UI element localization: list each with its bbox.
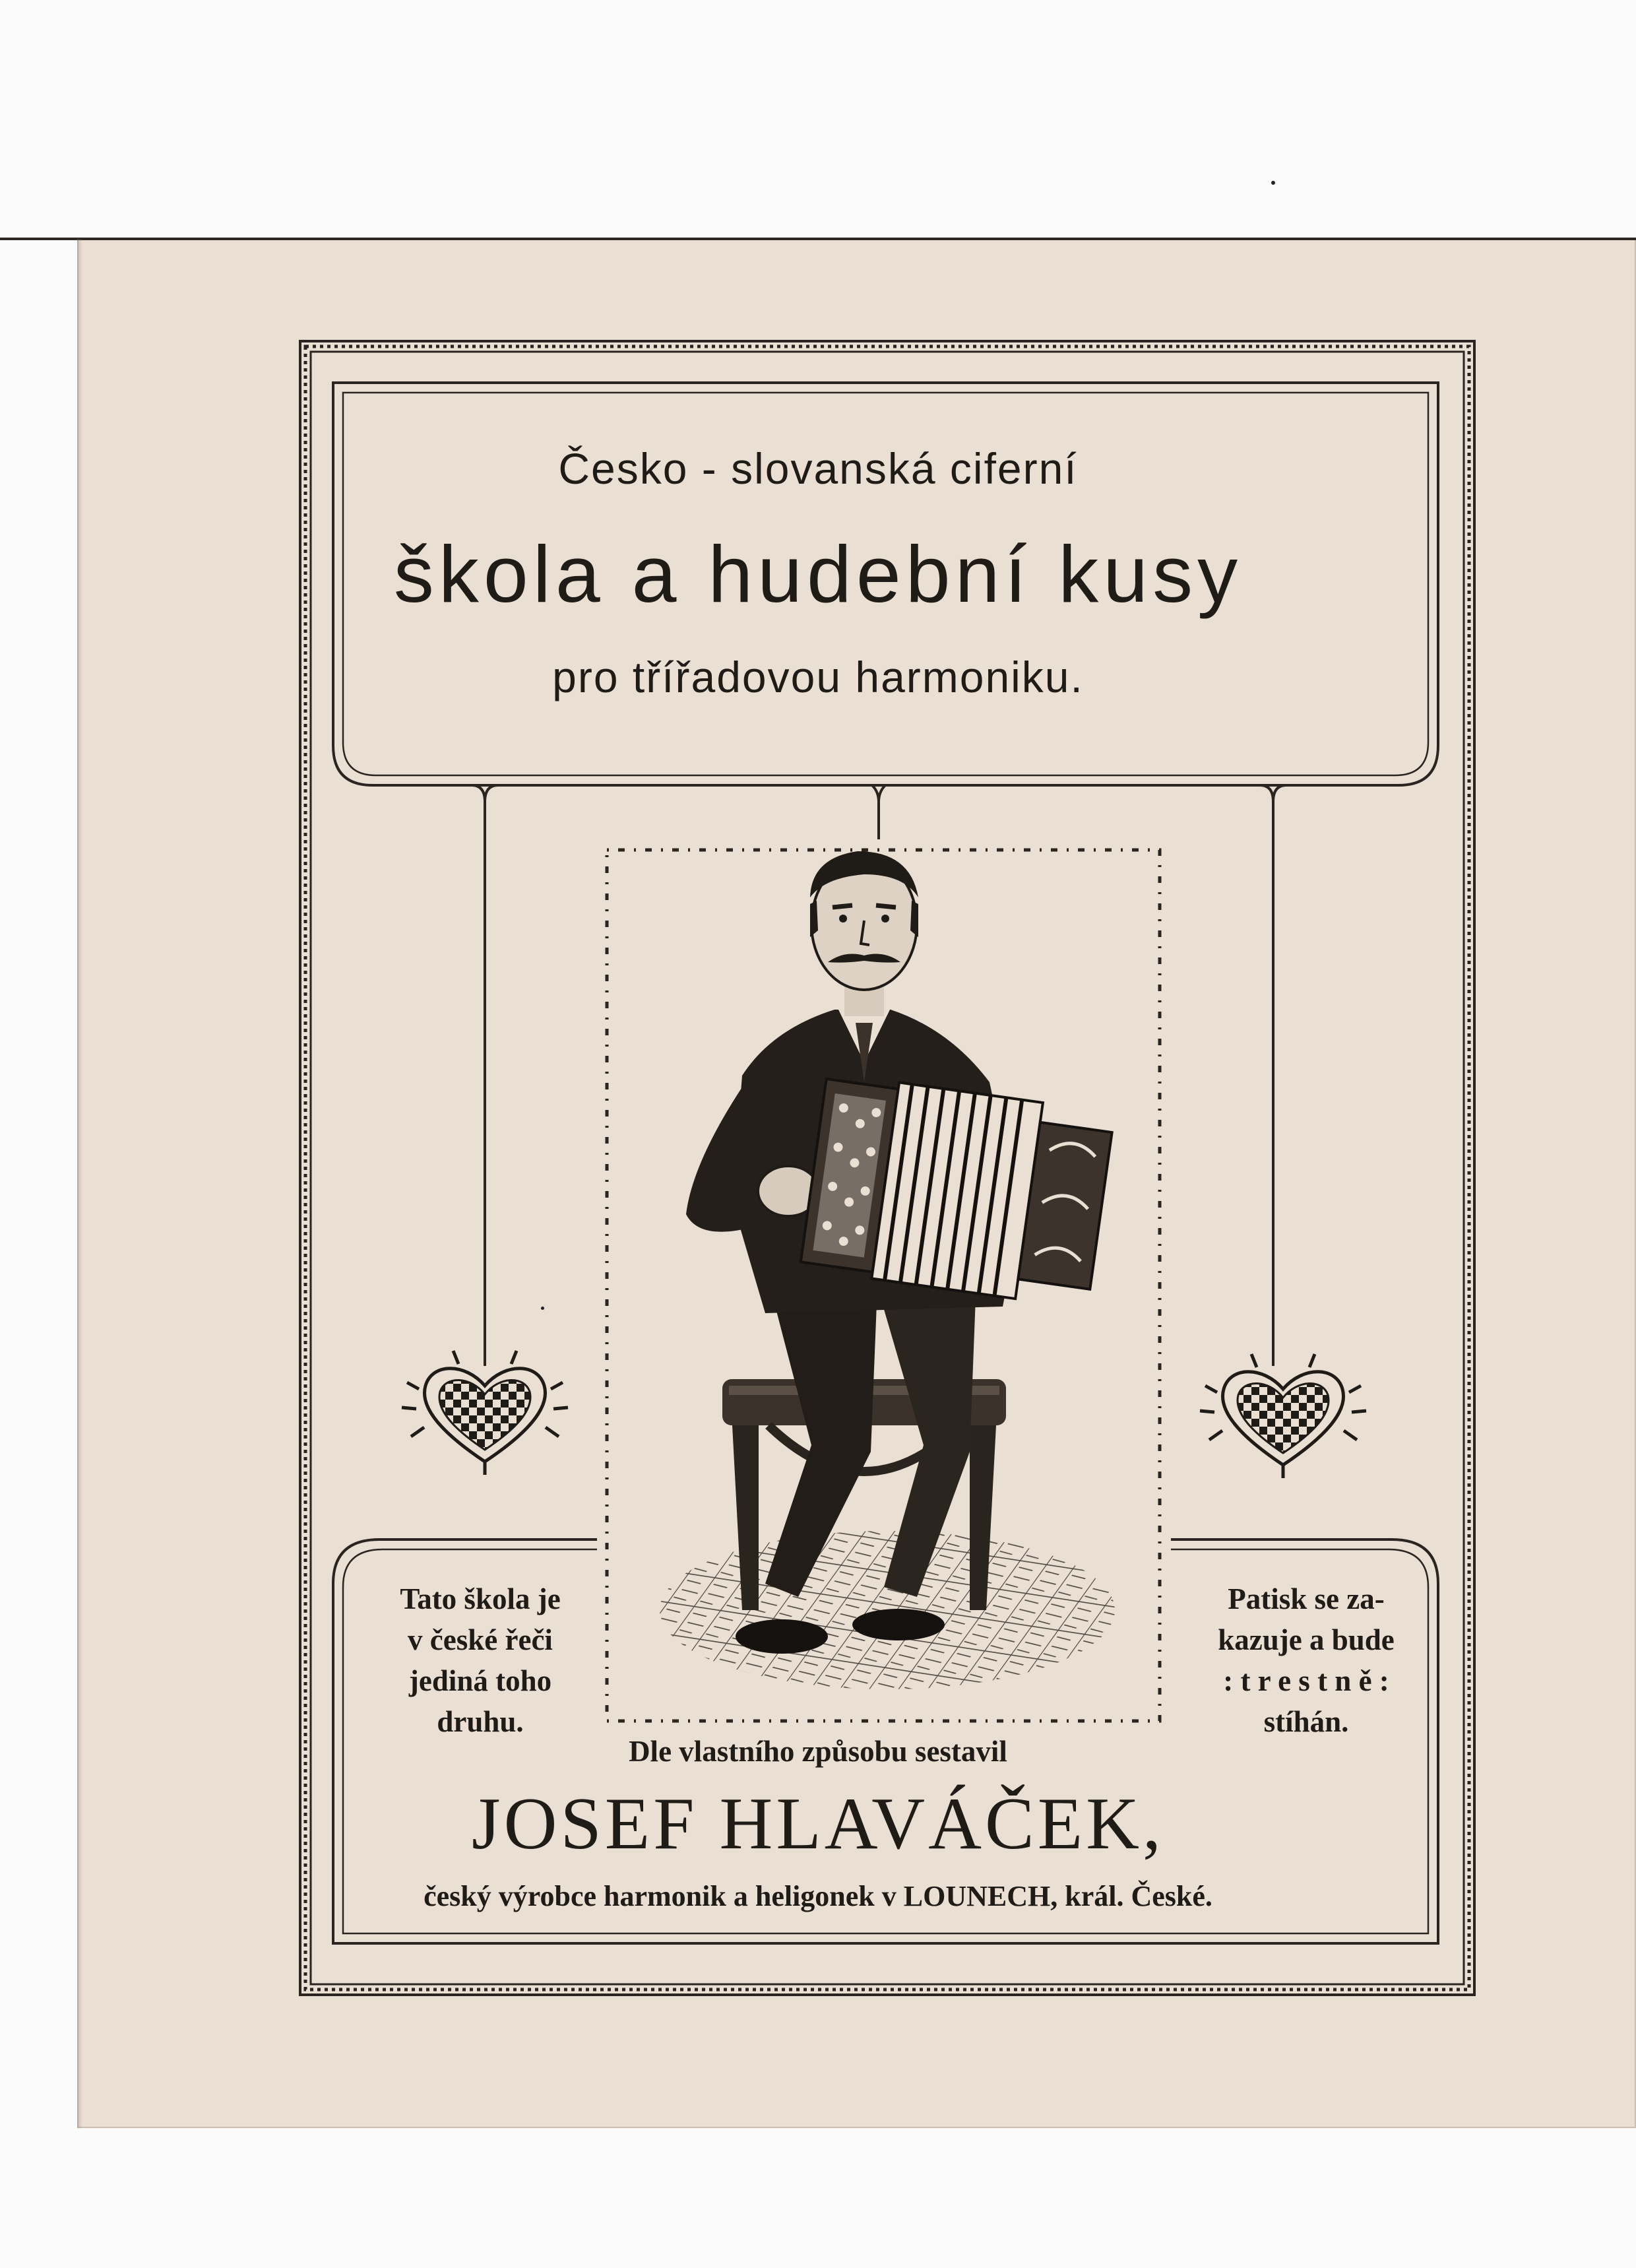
right-note-line: kazuje a bude: [1218, 1623, 1395, 1656]
subtitle-top: Česko - slovanská ciferní: [558, 444, 1078, 493]
left-note-line: jediná toho: [408, 1664, 552, 1697]
accordion-player-illustration: [660, 851, 1115, 1689]
right-note: [1178, 1578, 1435, 1742]
subtitle-bottom: pro třířadovou harmoniku.: [552, 653, 1084, 701]
right-note-line: Patisk se za-: [1228, 1582, 1385, 1615]
maker-line: český výrobce harmonik a heligonek v LOUNECH, král. České.: [424, 1880, 1212, 1912]
left-note-line: v české řeči: [408, 1623, 553, 1656]
right-note-line: stíhán.: [1263, 1705, 1349, 1738]
left-note-line: druhu.: [437, 1705, 524, 1738]
speck-mark: [1271, 181, 1275, 185]
left-note-line: Tato škola je: [400, 1582, 561, 1615]
right-note-line: : t r e s t n ě :: [1223, 1664, 1389, 1697]
main-title: škola a hudební kusy: [393, 529, 1243, 619]
speck-mark: [541, 1307, 544, 1310]
heart-ornament-left: [402, 1351, 568, 1475]
author-name: JOSEF HLAVÁČEK,: [472, 1783, 1164, 1865]
left-note: [362, 1578, 599, 1742]
heart-ornament-right: [1200, 1354, 1366, 1478]
composed-by-line: Dle vlastního způsobu sestavil: [629, 1735, 1007, 1768]
